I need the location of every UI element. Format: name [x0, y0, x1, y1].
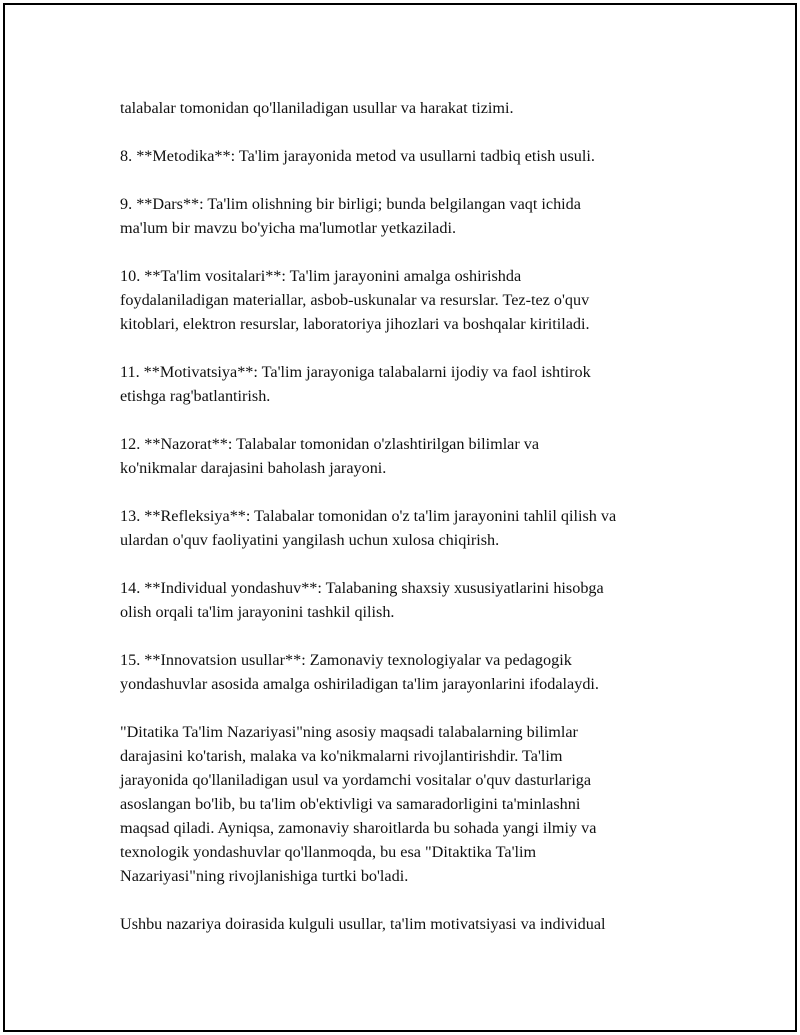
text-line: olish orqali ta'lim jarayonini tashkil qilish. [120, 603, 395, 621]
paragraph-item-8 [120, 144, 720, 168]
text-line: jarayonida qo'llaniladigan usul va yordamchi vositalar o'quv dasturlariga [120, 771, 592, 789]
text-line: ulardan o'quv faoliyatini yangilash uchun xulosa chiqirish. [120, 531, 500, 549]
text-line: ko'nikmalar darajasini baholash jarayoni. [120, 459, 387, 477]
text-line: Nazariyasi"ning rivojlanishiga turtki bo'ladi. [120, 867, 409, 885]
text-line: 15. **Innovatsion usullar**: Zamonaviy texnologiyalar va pedagogik [120, 651, 572, 669]
text-line: 14. **Individual yondashuv**: Talabaning shaxsiy xususiyatlarini hisobga [120, 579, 604, 597]
text-line: maqsad qiladi. Ayniqsa, zamonaviy sharoitlarda bu sohada yangi ilmiy va [120, 819, 597, 837]
text-line: 12. **Nazorat**: Talabalar tomonidan o'zlashtirilgan bilimlar va [120, 435, 540, 453]
text-line: Ushbu nazariya doirasida kulguli usullar, ta'lim motivatsiyasi va individual [120, 915, 606, 933]
text-line: asoslangan bo'lib, bu ta'lim ob'ektivligi va samaradorligini ta'minlashni [120, 795, 581, 813]
paragraph-item-9 [120, 192, 720, 240]
text-line: foydalaniladigan materiallar, asbob-uskunalar va resurslar. Tez-tez o'quv [120, 291, 590, 309]
text-line: kitoblari, elektron resurslar, laboratoriya jihozlari va boshqalar kiritiladi. [120, 315, 590, 333]
text-line: ma'lum bir mavzu bo'yicha ma'lumotlar yetkaziladi. [120, 219, 456, 237]
paragraph-summary [120, 720, 720, 888]
text-line: 11. **Motivatsiya**: Ta'lim jarayoniga talabalarni ijodiy va faol ishtirok [120, 363, 591, 381]
paragraph-item-14 [120, 576, 720, 624]
text-line: yondashuvlar asosida amalga oshiriladigan ta'lim jarayonlarini ifodalaydi. [120, 675, 599, 693]
paragraph-item-13 [120, 504, 720, 552]
text-line: 9. **Dars**: Ta'lim olishning bir birligi; bunda belgilangan vaqt ichida [120, 195, 581, 213]
paragraph-item-10 [120, 264, 720, 336]
document-body [120, 96, 720, 960]
text-line: 10. **Ta'lim vositalari**: Ta'lim jarayonini amalga oshirishda [120, 267, 522, 285]
text-line: talabalar tomonidan qo'llaniladigan usullar va harakat tizimi. [120, 99, 514, 117]
paragraph-item-15 [120, 648, 720, 696]
text-line: 13. **Refleksiya**: Talabalar tomonidan o'z ta'lim jarayonini tahlil qilish va [120, 507, 617, 525]
paragraph-item-11 [120, 360, 720, 408]
paragraph-intro-continued [120, 96, 720, 120]
text-line: texnologik yondashuvlar qo'llanmoqda, bu esa "Ditaktika Ta'lim [120, 843, 537, 861]
text-line: etishga rag'batlantirish. [120, 387, 271, 405]
text-line: 8. **Metodika**: Ta'lim jarayonida metod va usullarni tadbiq etish usuli. [120, 147, 595, 165]
page-frame [3, 3, 797, 1032]
paragraph-item-12 [120, 432, 720, 480]
paragraph-closing [120, 912, 720, 936]
text-line: darajasini ko'tarish, malaka va ko'nikmalarni rivojlantirishdir. Ta'lim [120, 747, 563, 765]
text-line: "Ditatika Ta'lim Nazariyasi"ning asosiy maqsadi talabalarning bilimlar [120, 723, 578, 741]
